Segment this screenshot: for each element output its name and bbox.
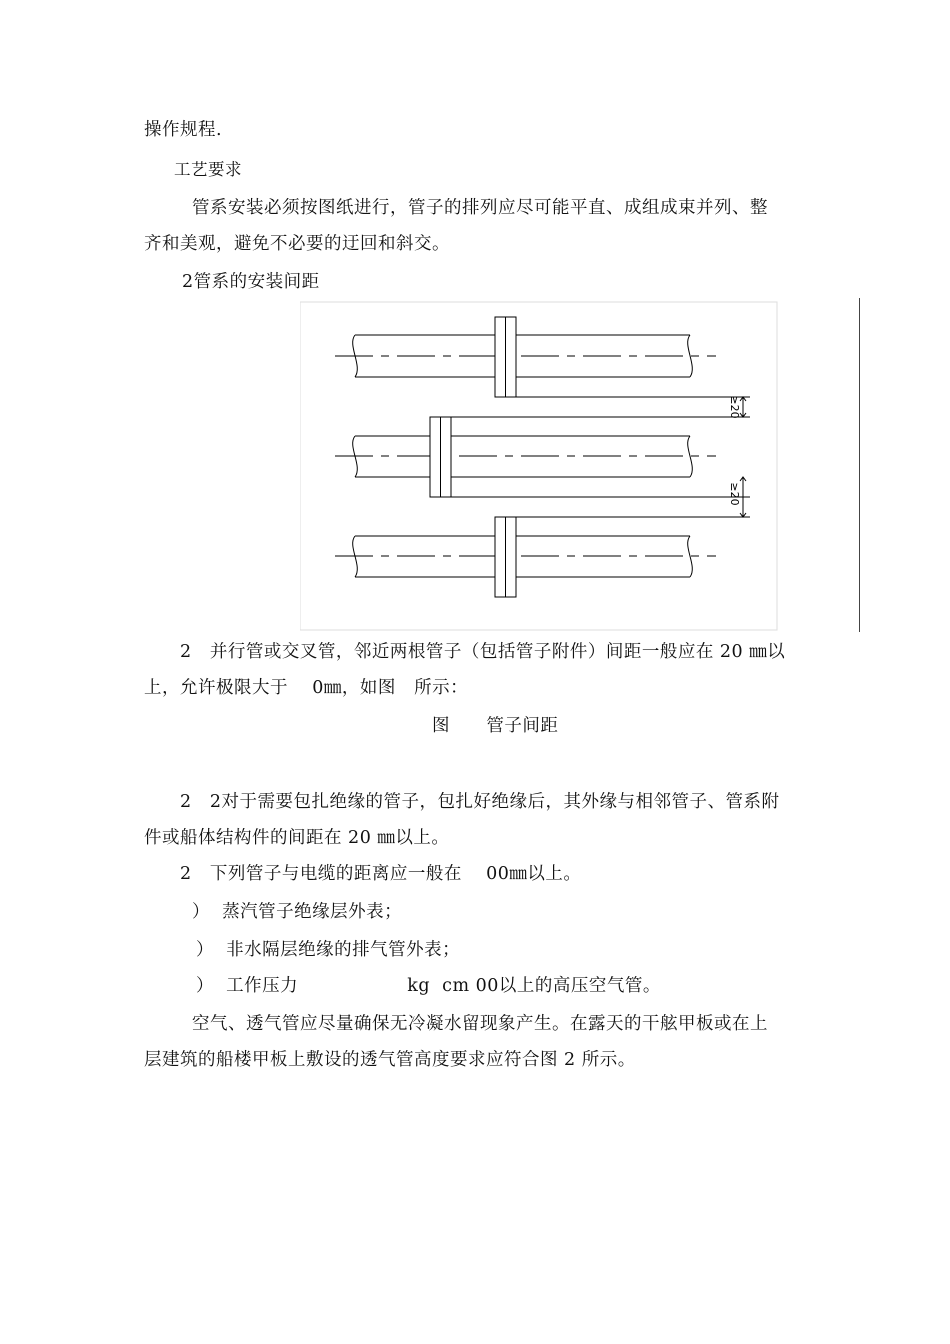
pipe-3 (335, 517, 716, 597)
heading-process-requirements: 工艺要求 (174, 160, 242, 179)
pipe-spacing-figure (300, 300, 778, 632)
figure-frame (300, 302, 777, 630)
paragraph-3-line-1: 2 2对于需要包扎绝缘的管子，包扎好绝缘后，其外缘与相邻管子、管系附 (180, 792, 780, 812)
dimension-extension-lines (451, 397, 750, 517)
paragraph-4: 2 下列管子与电缆的距离应一般在 00㎜以上。 (180, 864, 582, 884)
paragraph-2-line-1: 2 并行管或交叉管，邻近两根管子（包括管子附件）间距一般应在 20 ㎜以 (180, 642, 786, 662)
figure-caption: 图 管子间距 (432, 716, 559, 736)
list-item-3: ） 工作压力 kg cm 00以上的高压空气管。 (196, 976, 661, 996)
paragraph-1-line-1: 管系安装必须按图纸进行，管子的排列应尽可能平直、成组成束并列、整 (192, 198, 768, 218)
page-edge-line (859, 298, 860, 632)
paragraph-1-line-2: 齐和美观，避免不必要的迂回和斜交。 (144, 234, 450, 254)
dimension-label-2: ≥20 (728, 482, 741, 506)
paragraph-3-line-2: 件或船体结构件的间距在 20 ㎜以上。 (144, 828, 450, 848)
text-line-procedure: 操作规程. (144, 120, 223, 140)
list-item-2: ） 非水隔层绝缘的排气管外表； (196, 940, 461, 960)
pipe-2 (335, 417, 716, 497)
list-item-1: ） 蒸汽管子绝缘层外表； (192, 902, 403, 922)
pipe-1 (335, 317, 716, 397)
section-heading-pipe-spacing: 2管系的安装间距 (182, 272, 320, 292)
dimension-label-1: ≥20 (728, 395, 741, 419)
paragraph-5-line-1: 空气、透气管应尽量确保无冷凝水留现象产生。在露天的干舷甲板或在上 (192, 1014, 768, 1034)
paragraph-5-line-2: 层建筑的船楼甲板上敷设的透气管高度要求应符合图 2 所示。 (144, 1050, 636, 1070)
paragraph-2-line-2: 上，允许极限大于 0㎜，如图 所示： (144, 678, 469, 698)
